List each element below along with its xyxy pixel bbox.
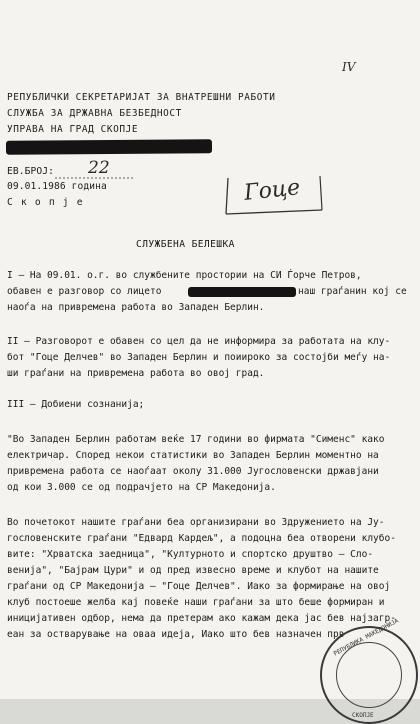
stamp-text: РЕПУБЛИКА МАКЕДОНИЈА	[332, 617, 400, 658]
header-line-1: РЕПУБЛИЧКИ СЕКРЕТАРИЈАТ ЗА ВНАТРЕШНИ РАБОТИ	[7, 92, 276, 103]
p5-line-3: вите: "Хрватска заедница", "Културното и спортско друштво – Сло-	[7, 549, 374, 560]
official-stamp	[320, 617, 418, 724]
p5-line-1: Во почетокот нашите граѓани беа организирани во Здружението на Ју-	[7, 517, 385, 528]
page-mark: IV	[342, 60, 356, 74]
redaction-bar	[6, 139, 212, 154]
p4-line-4: од кои 3.000 се од подрачјето на СР Македонија.	[7, 482, 276, 493]
p5-line-5: граѓани од СР Македонија – "Гоце Делчев". Иако за формирање на овој	[7, 581, 391, 592]
header-line-3: УПРАВА НА ГРАД СКОПЈЕ	[7, 124, 139, 135]
handwritten-note: Гоце	[242, 175, 302, 206]
document-title: СЛУЖБЕНА БЕЛЕШКА	[136, 239, 235, 250]
p1-line-2a: обавен е разговор со лицето	[7, 286, 162, 297]
p1-line-2b: наш граѓанин кој се	[298, 286, 407, 297]
p2-line-1: II – Разговорот е обавен со цел да не информира за работата на клу-	[7, 336, 391, 347]
p4-line-3: привремена работа се наоѓаат околу 31.000 Југословенски државјани	[7, 466, 379, 477]
p5-line-8: еан за остварување на оваа идеја, Иако што бев назначен прв	[7, 629, 345, 640]
date-line: 09.01.1986 година	[7, 181, 107, 192]
ev-underline	[55, 176, 135, 180]
stamp-city: СКОПЈЕ	[352, 712, 374, 719]
p2-line-3: ши граѓани на привремена работа во овој град.	[7, 368, 265, 379]
p4-line-2: електричар. Според некои статистики во Западен Берлин моментно на	[7, 450, 379, 461]
city-line: С к о п ј е	[7, 197, 84, 208]
p1-line-1: I – На 09.01. о.г. во службените простории на СИ Ѓорче Петров,	[7, 270, 362, 281]
header-line-2: СЛУЖБА ЗА ДРЖАВНА БЕЗБЕДНОСТ	[7, 108, 182, 119]
p4-line-1: "Во Западен Берлин работам веќе 17 години во фирмата "Сименс" како	[7, 434, 385, 445]
p3-line-1: III – Добиени сознанија;	[7, 399, 145, 410]
p5-line-6: клуб постоеше желба кај повеќе наши граѓани за што беше формиран и	[7, 597, 385, 608]
p2-line-2: бот "Гоце Делчев" во Западен Берлин и поиироко за состојби меѓу на-	[7, 352, 391, 363]
p5-line-2: гословенските граѓани "Едвард Кардељ", а подоцна беа отворени клубо-	[7, 533, 396, 544]
p5-line-4: венија", "Бајрам Цури" и од пред извесно време и клубот на нашите	[7, 565, 379, 576]
ev-label: ЕВ.БРОЈ:	[7, 166, 55, 177]
p1-line-3: наоѓа на привремена работа во Западен Берлин.	[7, 302, 265, 313]
ev-number: 22	[88, 158, 110, 178]
p1-redaction	[188, 287, 296, 297]
p5-line-7: иницијативен одбор, нема да претерам ако кажам дека јас бев најзагр-	[7, 613, 396, 624]
